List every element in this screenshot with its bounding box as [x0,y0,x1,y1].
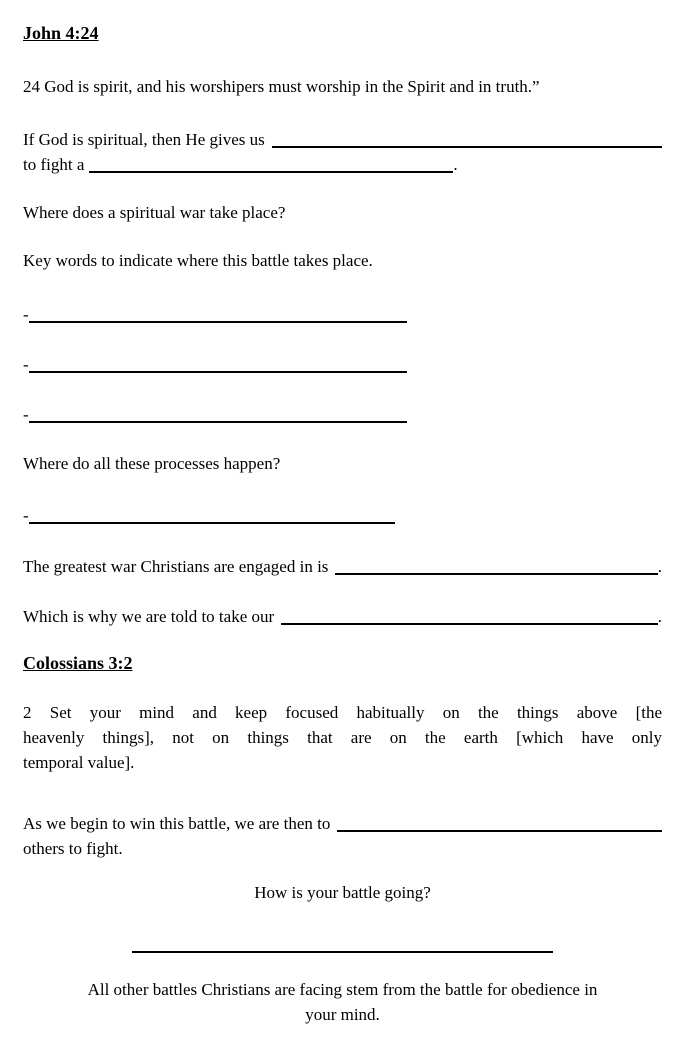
closing-statement [23,977,662,1027]
fill-take-our-prefix: Which is why we are told to take our [23,607,275,626]
answer-blank-keyword-1 [29,321,407,323]
verse-colossians-3-2 [23,700,662,775]
fill-win-battle-line1 [23,811,662,836]
fill-take-our [23,604,662,629]
process-blank-line [23,503,662,528]
keyword-blank-line-3 [23,402,662,427]
keyword-blank-line-1 [23,302,662,327]
question-battle-going-text: How is your battle going? [254,883,431,902]
closing-statement-line-2: your mind. [305,1005,380,1024]
answer-blank-take-our [281,623,658,625]
heading-colossians-3-2-text: Colossians 3:2 [23,653,133,673]
answer-blank-gives-us [272,146,662,148]
fill-gives-us [23,127,662,177]
heading-colossians-3-2 [23,651,662,676]
question-key-words-text: Key words to indicate where this battle takes place. [23,251,373,270]
fill-fight-suffix: . [453,155,458,174]
question-processes-text: Where do all these processes happen? [23,454,281,473]
verse-john-4-24-text: 24 God is spirit, and his worshipers must worship in the Spirit and in truth.” [23,77,540,96]
dash-bullet: - [23,305,29,324]
question-key-words [23,248,662,273]
fill-gives-us-line1 [23,127,662,152]
answer-blank-fight [89,171,453,173]
question-where-war-text: Where does a spiritual war take place? [23,203,286,222]
question-battle-going [23,880,662,905]
fill-greatest-war-suffix: . [657,557,662,576]
dash-bullet: - [23,405,29,424]
keyword-blank-line-2 [23,352,662,377]
answer-line-centered [132,951,553,953]
answer-blank-process [29,522,395,524]
verse-colossians-line-3: temporal value]. [23,753,135,772]
answer-blank-greatest-war [335,573,657,575]
closing-statement-line-1: All other battles Christians are facing stem from the battle for obedience in [87,980,598,999]
fill-fight-prefix: to fight a [23,155,85,174]
question-where-war [23,200,662,225]
fill-greatest-war-prefix: The greatest war Christians are engaged in is [23,557,329,576]
fill-win-battle-prefix: As we begin to win this battle, we are then to [23,814,331,833]
fill-take-our-suffix: . [657,607,662,626]
answer-blank-keyword-3 [29,421,407,423]
question-processes [23,451,662,476]
heading-john-4-24 [23,21,662,46]
heading-john-4-24-text: John 4:24 [23,23,99,43]
dash-bullet: - [23,355,29,374]
answer-blank-win-battle [337,830,662,832]
dash-bullet: - [23,506,29,525]
fill-greatest-war [23,554,662,579]
verse-john-4-24 [23,74,662,99]
answer-blank-keyword-2 [29,371,407,373]
fill-gives-us-prefix: If God is spiritual, then He gives us [23,130,265,149]
fill-win-battle-line2: others to fight. [23,839,123,858]
verse-colossians-line-2: heavenly things], not on things that are on the earth [which have only [23,728,662,747]
verse-colossians-line-1: 2 Set your mind and keep focused habitually on the things above [the [23,703,662,722]
fill-gives-us-line2 [23,152,662,177]
fill-win-battle [23,811,662,861]
